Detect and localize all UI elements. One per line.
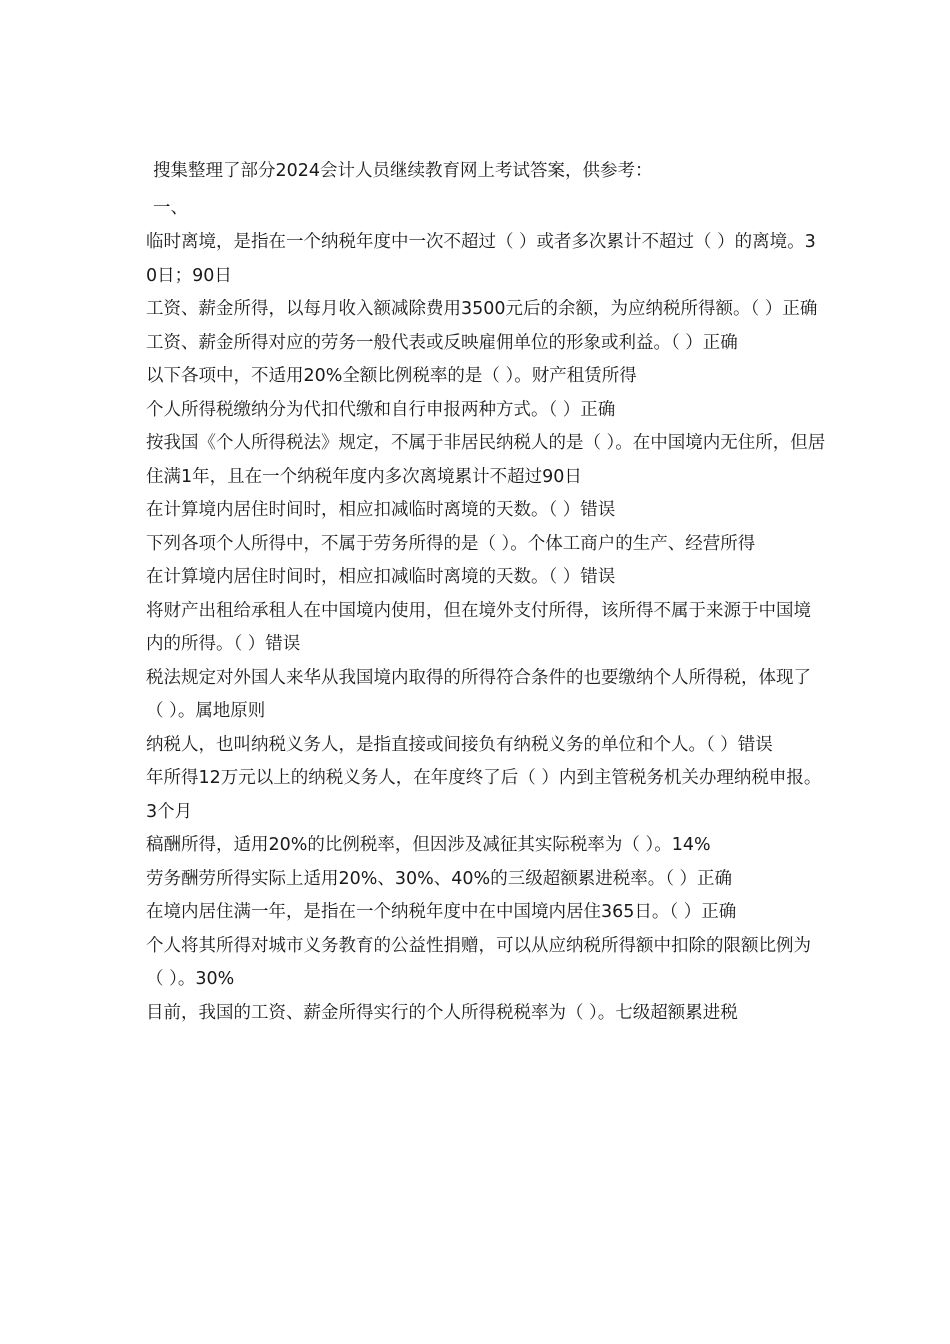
list-item: 纳税人，也叫纳税义务人，是指直接或间接负有纳税义务的单位和个人。（ ）错误 (146, 734, 773, 755)
list-item: 个人将其所得对城市义务教育的公益性捐赠，可以从应纳税所得额中扣除的限额比例为（ ）。30% (146, 935, 811, 989)
list-item: 以下各项中，不适用20%全额比例税率的是（ ）。财产租赁所得 (146, 366, 637, 386)
list-item: 工资、薪金所得，以每月收入额减除费用3500元后的余额，为应纳税所得额。（ ）正确 (146, 299, 818, 319)
section-marker: 一、 (153, 198, 188, 218)
list-item: 年所得12万元以上的纳税义务人，在年度终了后（ ）内到主管税务机关办理纳税申报。3个月 (146, 768, 822, 822)
list-item: 稿酬所得，适用20%的比例税率，但因涉及减征其实际税率为（ ）。14% (146, 835, 711, 855)
list-item: 工资、薪金所得对应的劳务一般代表或反映雇佣单位的形象或利益。（ ）正确 (146, 332, 738, 353)
list-item: 劳务酬劳所得实际上适用20%、30%、40%的三级超额累进税率。（ ）正确 (146, 868, 733, 889)
list-item: 税法规定对外国人来华从我国境内取得的所得符合条件的也要缴纳个人所得税，体现了（ ）。属地原则 (146, 667, 811, 721)
list-item: 在计算境内居住时间时，相应扣减临时离境的天数。（ ）错误 (146, 500, 616, 520)
list-item: 下列各项个人所得中，不属于劳务所得的是（ ）。个体工商户的生产、经营所得 (146, 533, 756, 554)
list-item: 目前，我国的工资、薪金所得实行的个人所得税税率为（ ）。七级超额累进税 (146, 1002, 738, 1023)
list-item: 临时离境，是指在一个纳税年度中一次不超过（ ）或者多次累计不超过（ ）的离境。30日；90日 (146, 232, 816, 286)
list-item: 按我国《个人所得税法》规定，不属于非居民纳税人的是（ ）。在中国境内无住所，但居住满1年，且在一个纳税年度内多次离境累计不超过90日 (146, 433, 826, 487)
list-item: 将财产出租给承租人在中国境内使用，但在境外支付所得，该所得不属于来源于中国境内的所得。（ ）错误 (146, 600, 811, 654)
question-answer-list (146, 226, 826, 1030)
intro-text: 搜集整理了部分2024会计人员继续教育网上考试答案，供参考： (153, 161, 653, 181)
list-item: 在计算境内居住时间时，相应扣减临时离境的天数。（ ）错误 (146, 567, 616, 587)
list-item: 在境内居住满一年，是指在一个纳税年度中在中国境内居住365日。（ ）正确 (146, 902, 737, 922)
list-item: 个人所得税缴纳分为代扣代缴和自行申报两种方式。（ ）正确 (146, 399, 616, 420)
